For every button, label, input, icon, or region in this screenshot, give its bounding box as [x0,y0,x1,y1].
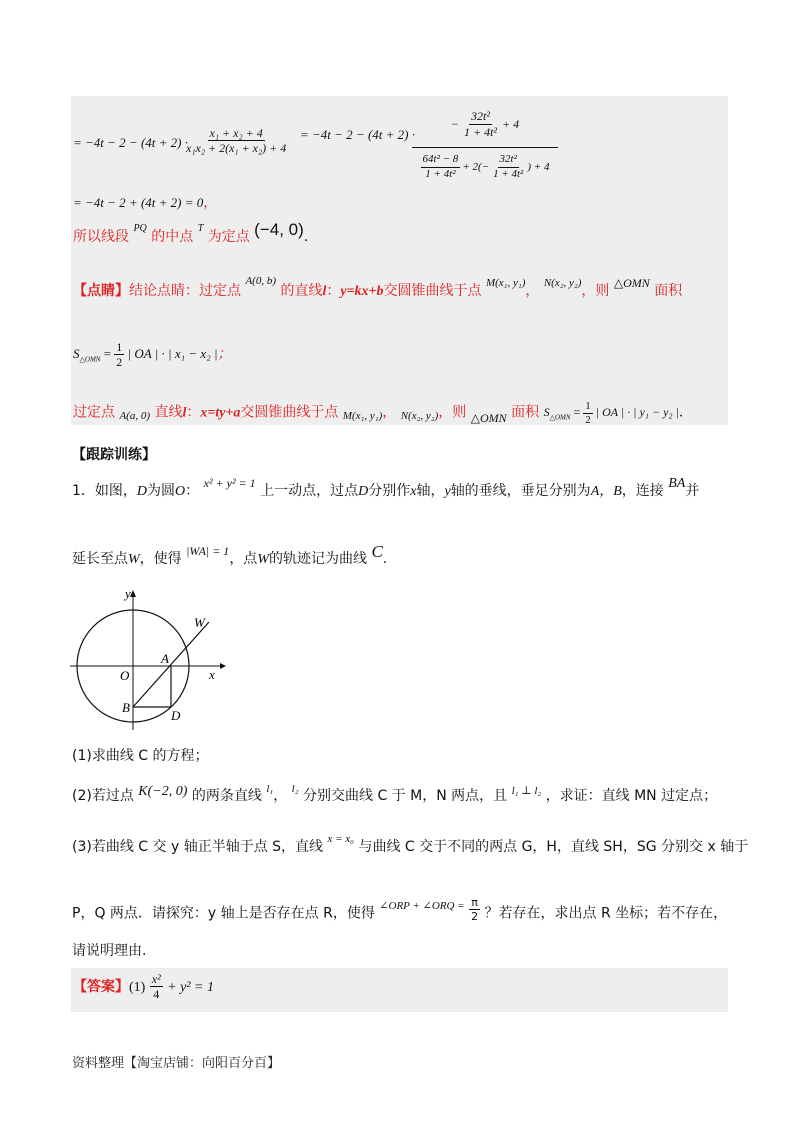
fig-b-label: B [122,700,130,715]
fraction-1-num: x₁ + x₂ + 4 [209,126,263,140]
answer-label: 【答案】 [73,978,129,995]
geometry-figure [70,585,230,730]
angle-sum: ∠ORP + ∠ORQ = [379,899,465,912]
eq-mid-text: = −4t − 2 − (4t + 2) · [300,127,415,142]
part-3-line-1 [72,833,749,856]
pi-num: π [471,896,478,909]
t-label: T [197,223,204,234]
perp-expr: l₁ ⊥ l₂ [511,785,542,797]
q2-b: ，使得 [139,551,182,567]
fig-x-label: x [209,667,215,682]
answer-frac-num: x² [151,972,161,986]
triangle-omn: △OMN [613,276,650,290]
p2-a: (2)若过点 [72,788,134,804]
s-eq: = [103,345,112,361]
q-num: 1．如图， [72,483,137,499]
tip-text-2: 的直线 [280,283,323,299]
line-l1: l₁ [266,783,274,795]
wa-eq: |WA| = 1 [186,544,230,558]
tip-colon: ： [326,283,341,299]
circle-eq: x² + y² = 1 [203,476,256,490]
line2-eq: = −4t − 2 + (4t + 2) = 0 [73,195,204,210]
q-f: 分别作 [368,483,411,499]
line-eq-tya: x=ty+a [200,405,241,421]
q2-w: W [128,552,140,567]
y-axis-arrow [130,590,136,597]
pi-den: 2 [471,910,479,924]
line-l-label: l [322,284,327,299]
s-label: S [73,345,80,361]
q2-d: 的轨迹记为曲线 [268,551,367,567]
p3-c: P，Q 两点．请探究：y 轴上是否存在点 R，使得 [72,905,375,922]
line-l2-label: l [182,405,187,421]
q-colon: ： [185,483,200,499]
answer-rest: + y² = 1 [167,979,214,995]
question-line-1 [72,476,700,500]
part-3-line-3: 请说明理由. [72,943,147,959]
big-fraction [412,101,558,186]
q-i: ，连接 [621,483,664,499]
p3-d: ？若存在，求出点 R 坐标；若不存在， [484,905,728,922]
half-num: 1 [116,340,123,354]
fig-y-label: y [125,586,131,601]
s-end: ； [217,345,232,362]
conclusion-text-a: 所以线段 [73,229,129,245]
s-sub: △OMN [79,355,101,364]
fig-o-label: O [120,668,130,683]
tip-comma-1: ， [525,283,540,299]
tip-comma-3: ， [382,404,397,421]
q2-w2: W [257,552,269,567]
fig-a-label: A [161,651,169,666]
q-d: D [136,484,148,499]
footer-text: 资料整理【淘宝店铺：向阳百分百】 [72,1056,281,1071]
q-b: 为圆 [147,483,176,499]
conclusion-line [73,220,309,246]
answer-line [73,972,214,1002]
q-j: 并 [685,483,700,499]
q-o: O [175,484,186,499]
s2-end: . [678,404,684,421]
point-k: K(−2, 0) [138,784,188,799]
p2-comma: ， [273,788,288,804]
tip-area: 面积 [654,283,683,299]
plus-four: + 4 [502,116,520,131]
q-x: x [410,484,417,499]
answer-part: (1) [129,979,146,995]
point-a-a0: A(a, 0) [119,410,150,423]
tip-text-6: 交圆锥曲线于点 [240,404,339,421]
training-heading: 【跟踪训练】 [72,447,156,463]
q-e: D [358,484,369,499]
point-n: N(x₂, y₂) [543,277,582,289]
fixed-point: (−4, 0) [254,220,304,239]
tip-comma-4: ，则 [438,404,467,421]
den-frac2-den: 1 + 4t² [493,167,524,180]
conclusion-text-b: 的中点 [151,229,194,245]
q2-a: 延长至点 [72,551,128,567]
point-a-0b: A(0, b) [245,275,276,287]
area-formula-1 [73,340,232,370]
fig-w-label: W [194,615,205,630]
s2-rest: | OA | · | y₁ − y₂ | [595,405,679,420]
tip-label: 【点睛】 [73,283,129,299]
half-den: 2 [116,355,123,370]
tip-comma-2: ，则 [581,283,610,299]
inner-frac-num: 32t² [471,109,490,124]
tip-text-5: 直线 [154,404,183,421]
line2-punct: ， [203,195,218,211]
minus-sign: − [450,116,459,131]
solution-line-1 [73,135,188,151]
point-n2: N(x₂, y₂) [400,410,439,423]
den-frac1-num: 64t² − 8 [421,153,461,167]
den-frac1-den: 1 + 4t² [425,167,456,180]
den-mid: + 2(− [462,161,490,173]
tip-text-3: 交圆锥曲线于点 [383,283,482,299]
tip-line-2: 过定点 $_{A(a, 0)}$ 直线l：x=ty+a交圆锥曲线于点 $_{M(x_1, y_1)}$， $_{N(x_2, y_2)}$，则 △OMN 面积 $S_{\triangle OMN}$ = $\frac{1}{2}$ | OA | · | y₁ − y₂ |. [73,400,684,427]
part-3-line-2 [72,896,728,927]
x-eq-x0: x = x₀ [327,833,354,845]
p3-b: 与曲线 C 交于不同的两点 G，H，直线 SH，SG 分别交 x 轴于 [358,839,749,855]
point-m2: M(x₁, y₁) [342,410,383,423]
inner-frac-den: 1 + 4t² [463,124,498,139]
question-line-2 [72,542,388,568]
p3-a: (3)若曲线 C 交 y 轴正半轴于点 S，直线 [72,839,324,855]
big-fraction-den [412,148,558,186]
den-tail: ) + 4 [527,161,550,173]
tip-line-1 [73,275,683,300]
p2-b: 的两条直线 [191,788,262,804]
q-g: 轴， [416,483,445,499]
eq-prefix: = −4t − 2 − (4t + 2) · [73,135,188,150]
q2-e: . [382,551,388,567]
fraction-1 [184,126,288,156]
part-2 [72,785,717,805]
eq-mid [300,127,415,143]
tip-text-1: 结论点睛：过定点 [129,283,241,299]
fraction-1-den: x₁x₂ + 2(x₁ + x₂) + 4 [186,141,287,156]
pq-label: PQ [133,223,147,234]
big-fraction-num [412,101,558,147]
p2-c: 分别交曲线 C 于 M，N 两点，且 [303,788,508,804]
part-1: (1)求曲线 C 的方程； [72,748,209,764]
point-m: M(x₁, y₁) [485,277,526,289]
tip-text-4: 过定点 [73,404,115,421]
q-ab: A，B [590,484,622,499]
conclusion-text-c: 为定点 [207,229,250,245]
x-axis-arrow [220,663,226,669]
tip-area-2: 面积 [511,404,540,421]
q-y: y [444,484,451,499]
answer-frac-den: 4 [153,987,160,1002]
s-rest: | OA | · | x₁ − x₂ | [127,345,218,361]
q-h: 轴的垂线，垂足分别为 [450,483,591,499]
triangle-omn-2: △OMN [470,411,507,426]
q2-c: ，点 [229,551,258,567]
den-frac2-num: 32t² [498,153,519,167]
line-l2: l₂ [291,783,299,795]
p2-d: ，求证：直线 MN 过定点； [545,788,718,804]
fig-d-label: D [171,708,181,723]
q-ba: BA [668,476,686,491]
conclusion-end: . [303,229,309,245]
solution-line-2 [73,192,217,212]
line-eq-kxb: y=kx+b [340,284,384,299]
q2-curve: C [371,542,383,561]
q-d-text: 上一动点，过点 [260,483,359,499]
